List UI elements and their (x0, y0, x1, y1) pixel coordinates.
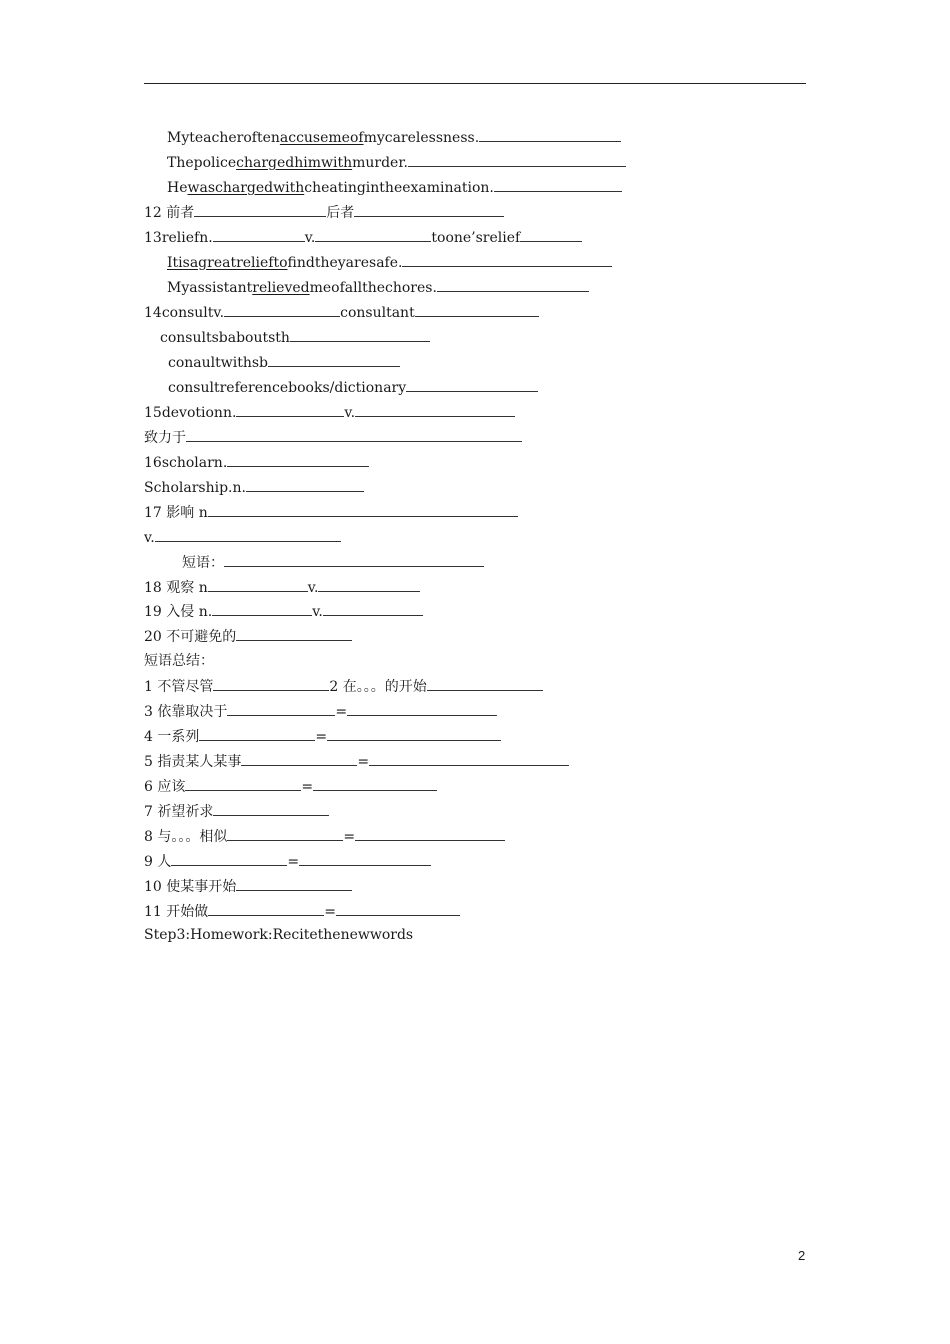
text: 19 入侵 n. (144, 604, 213, 620)
consult-phrase-1 (160, 328, 430, 347)
text: 5 指责某人某事 (144, 754, 242, 770)
answer-blank[interactable] (224, 303, 340, 317)
text: 3 依靠取决于 (144, 704, 228, 720)
answer-blank[interactable] (520, 228, 582, 242)
answer-blank[interactable] (213, 802, 329, 816)
item-17-phrase (182, 553, 484, 572)
text: 18 观察 n (144, 580, 208, 596)
text: 8 与。。。相似 (144, 829, 228, 845)
answer-blank[interactable] (155, 528, 341, 542)
text: Step3:Homework:Recitethenewwords (144, 927, 414, 943)
answer-blank[interactable] (236, 627, 352, 641)
underlined-phrase: chargedhimwith (236, 155, 353, 171)
item-14 (144, 303, 539, 322)
header-rule (144, 83, 806, 84)
text: 17 影响 n (144, 505, 208, 521)
answer-blank[interactable] (290, 328, 430, 342)
summary-4 (144, 727, 501, 746)
answer-blank[interactable] (355, 403, 515, 417)
answer-blank[interactable] (406, 378, 538, 392)
consult-phrase-2 (168, 353, 400, 372)
text: = (324, 904, 336, 920)
answer-blank[interactable] (212, 602, 312, 616)
underlined-phrase: Itisagreatrelieftο (167, 255, 288, 271)
answer-blank[interactable] (171, 852, 287, 866)
answer-blank[interactable] (194, 203, 326, 217)
text: 后者 (326, 205, 355, 221)
item-20 (144, 627, 352, 646)
answer-blank[interactable] (323, 602, 423, 616)
answer-blank[interactable] (213, 228, 305, 242)
answer-blank[interactable] (315, 228, 431, 242)
underlined-phrase: accusemeof (279, 130, 364, 146)
answer-blank[interactable] (213, 677, 329, 691)
summary-10 (144, 877, 352, 896)
text: 15devotionn. (144, 405, 237, 421)
text: 短语总结： (144, 653, 214, 669)
text: = (315, 729, 328, 745)
item-17 (144, 503, 518, 522)
summary-6 (144, 777, 437, 796)
text: consultant (340, 305, 415, 321)
answer-blank[interactable] (437, 278, 589, 292)
text: Myassistant (167, 280, 253, 296)
answer-blank[interactable] (347, 702, 497, 716)
answer-blank[interactable] (327, 727, 501, 741)
answer-blank[interactable] (208, 902, 324, 916)
text: v. (144, 530, 155, 546)
item-12 (144, 203, 504, 222)
item-15 (144, 403, 515, 422)
text: 2 在。。。的开始 (329, 679, 427, 695)
text: consultreferencebooks/dictionary (168, 380, 407, 396)
text: 短语： (182, 555, 224, 571)
answer-blank[interactable] (355, 827, 505, 841)
summary-5 (144, 752, 569, 771)
answer-blank[interactable] (208, 578, 308, 592)
answer-blank[interactable] (199, 727, 315, 741)
text: 11 开始做 (144, 904, 209, 920)
answer-blank[interactable] (224, 553, 484, 567)
item-19 (144, 602, 423, 621)
text: 10 使某事开始 (144, 879, 237, 895)
answer-blank[interactable] (313, 777, 437, 791)
text: mycarelessness. (363, 130, 480, 146)
text: 4 一系列 (144, 729, 200, 745)
example-accuse (167, 128, 621, 147)
answer-blank[interactable] (427, 677, 543, 691)
homework-step (144, 926, 413, 944)
answer-blank[interactable] (336, 902, 460, 916)
text: 20 不可避免的 (144, 629, 237, 645)
underlined-phrase: waschargedwith (187, 180, 305, 196)
text: 6 应该 (144, 779, 186, 795)
text: v. (307, 580, 319, 596)
summary-1-2 (144, 677, 543, 696)
item-18 (144, 578, 420, 597)
text: 12 前者 (144, 205, 195, 221)
text: = (343, 829, 356, 845)
answer-blank[interactable] (246, 478, 364, 492)
item-devote (144, 428, 522, 447)
answer-blank[interactable] (236, 877, 352, 891)
summary-7 (144, 802, 329, 821)
item-13 (144, 228, 582, 247)
text: conaultwithsb (168, 355, 269, 371)
text: v. (304, 230, 316, 246)
text: v. (344, 405, 356, 421)
example-relieve (167, 278, 589, 297)
summary-9 (144, 852, 431, 871)
text: He (167, 180, 188, 196)
answer-blank[interactable] (208, 503, 518, 517)
text: 1 不管尽管 (144, 679, 214, 695)
text: meofallthechores. (309, 280, 437, 296)
text: Thepolice (167, 155, 237, 171)
text: murder. (352, 155, 408, 171)
answer-blank[interactable] (186, 428, 522, 442)
answer-blank[interactable] (494, 178, 622, 192)
example-charge (167, 153, 626, 172)
text: toone’srelief (431, 230, 521, 246)
phrase-summary-heading (144, 652, 214, 670)
text: 13reliefn. (144, 230, 213, 246)
consult-phrase-3 (168, 378, 538, 397)
answer-blank[interactable] (227, 827, 343, 841)
example-relief (167, 253, 612, 272)
text: 致力于 (144, 430, 186, 446)
summary-11 (144, 902, 460, 921)
text: 16scholarn. (144, 455, 228, 471)
item-17-verb (144, 528, 341, 547)
text: = (287, 854, 300, 870)
answer-blank[interactable] (408, 153, 626, 167)
text: Myteacheroften (167, 130, 280, 146)
answer-blank[interactable] (318, 578, 420, 592)
answer-blank[interactable] (227, 453, 369, 467)
answer-blank[interactable] (369, 752, 569, 766)
answer-blank[interactable] (402, 253, 612, 267)
text: = (357, 754, 370, 770)
answer-blank[interactable] (354, 203, 504, 217)
answer-blank[interactable] (415, 303, 539, 317)
item-scholarship (144, 478, 364, 497)
text: Scholarship.n. (144, 480, 246, 496)
summary-3 (144, 702, 497, 721)
answer-blank[interactable] (299, 852, 431, 866)
text: findtheyaresafe. (287, 255, 403, 271)
text: 9 人 (144, 854, 172, 870)
example-charged (167, 178, 622, 197)
answer-blank[interactable] (268, 353, 400, 367)
text: cheatingintheexamination. (304, 180, 494, 196)
answer-blank[interactable] (236, 403, 344, 417)
text: = (301, 779, 314, 795)
text: 14consultv. (144, 305, 225, 321)
text: = (335, 704, 348, 720)
summary-8 (144, 827, 505, 846)
text: 7 祈望祈求 (144, 804, 214, 820)
answer-blank[interactable] (241, 752, 357, 766)
answer-blank[interactable] (227, 702, 335, 716)
text: consultsbaboutsth (160, 330, 290, 346)
answer-blank[interactable] (185, 777, 301, 791)
answer-blank[interactable] (479, 128, 621, 142)
text: v. (312, 604, 323, 620)
underlined-phrase: relieved (252, 280, 310, 296)
page-number: 2 (798, 1248, 806, 1263)
item-16 (144, 453, 369, 472)
